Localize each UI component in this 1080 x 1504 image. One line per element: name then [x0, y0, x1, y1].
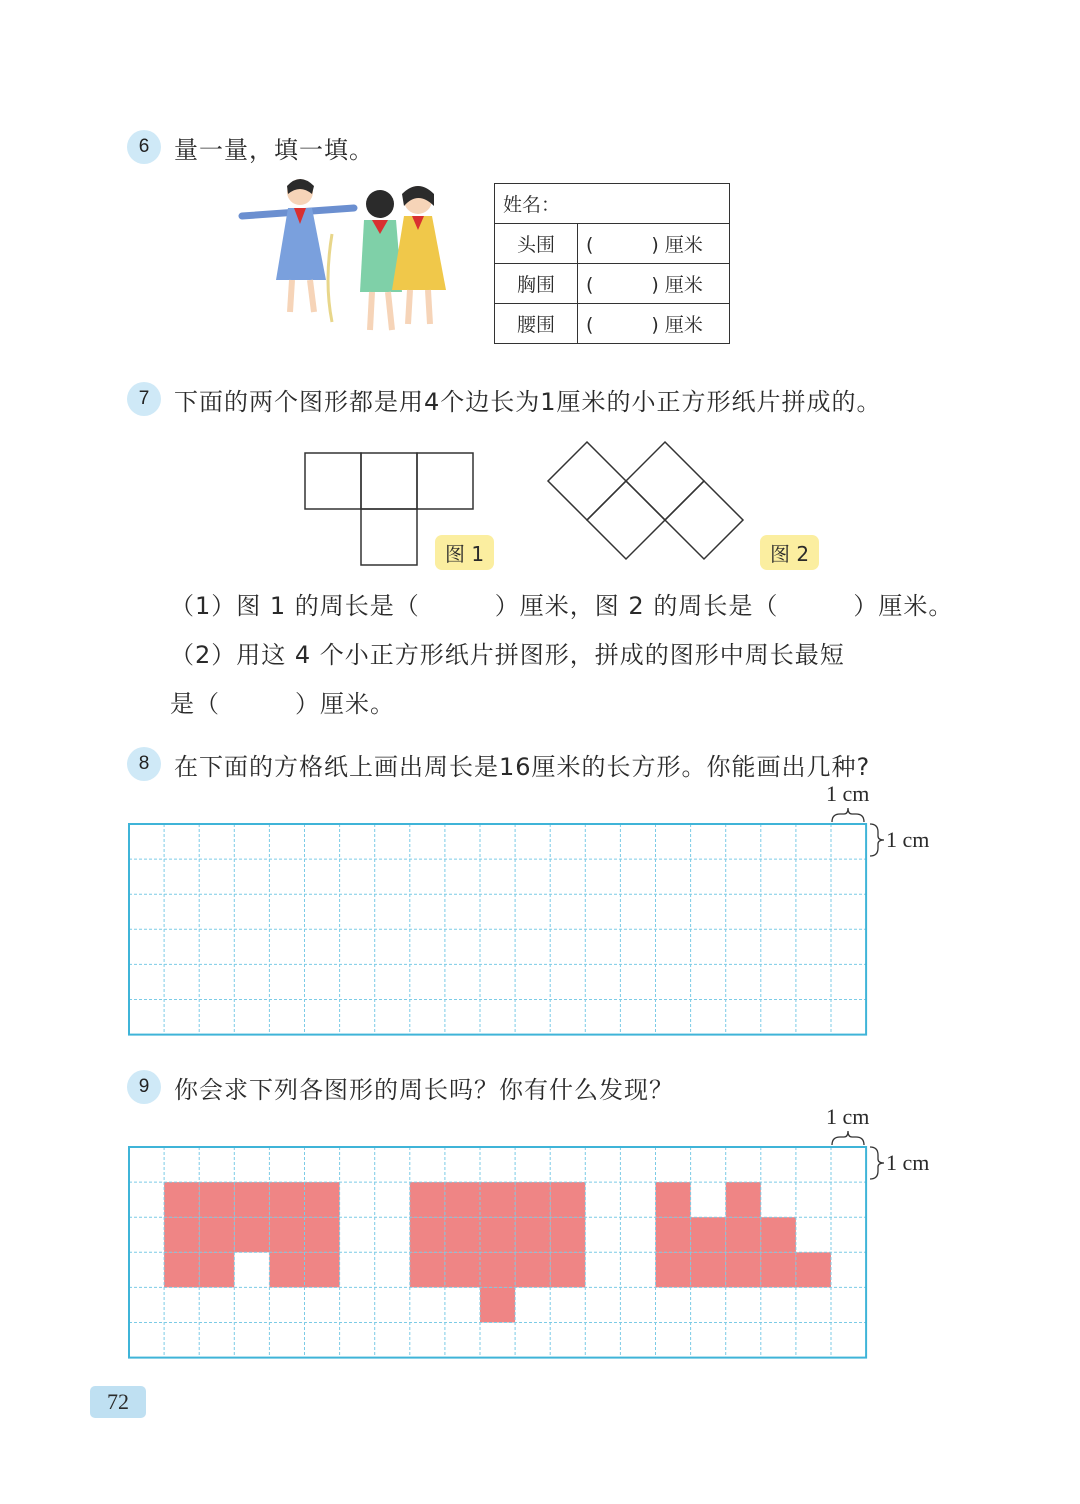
- shaded-square: [761, 1217, 796, 1252]
- shaded-square: [199, 1252, 234, 1287]
- shaded-square: [726, 1217, 761, 1252]
- shaded-square: [305, 1182, 340, 1217]
- children-measuring-illustration: [232, 172, 452, 357]
- grid-unit-label-side: 1 cm: [886, 827, 930, 852]
- shaded-square: [480, 1252, 515, 1287]
- measurement-table: [494, 183, 730, 344]
- question-number-6: 6: [127, 130, 161, 164]
- answer-cell-head[interactable]: ( ) 厘米: [578, 224, 730, 264]
- shaded-square: [550, 1252, 585, 1287]
- answer-cell-waist[interactable]: ( ) 厘米: [578, 304, 730, 344]
- shaded-square: [656, 1182, 691, 1217]
- shaded-square: [480, 1182, 515, 1217]
- shaded-square: [761, 1252, 796, 1287]
- shaded-square: [199, 1182, 234, 1217]
- shaded-square: [796, 1252, 831, 1287]
- shaded-square: [199, 1217, 234, 1252]
- row-label-chest: 胸围: [495, 264, 578, 304]
- shaded-square: [726, 1182, 761, 1217]
- shaded-square: [550, 1182, 585, 1217]
- q7-part-1: （1）图 1 的周长是（ ）厘米，图 2 的周长是（ ）厘米。: [170, 592, 954, 620]
- grid-unit-label-side: 1 cm: [886, 1150, 930, 1175]
- question-9-text: 你会求下列各图形的周长吗？你有什么发现？: [174, 1076, 674, 1104]
- question-6-text: 量一量，填一填。: [174, 136, 374, 164]
- shaded-square: [305, 1252, 340, 1287]
- row-label-head: 头围: [495, 224, 578, 264]
- shaded-square: [445, 1217, 480, 1252]
- shaded-square: [269, 1252, 304, 1287]
- shaded-square: [726, 1252, 761, 1287]
- question-number-8: 8: [127, 747, 161, 781]
- shaded-square: [480, 1217, 515, 1252]
- q7-part-2: （2）用这 4 个小正方形纸片拼图形，拼成的图形中周长最短: [170, 641, 845, 669]
- figure-1-label: 图 1: [435, 535, 494, 570]
- shapes-grid: [128, 1146, 868, 1360]
- shaded-square: [269, 1182, 304, 1217]
- shaded-square: [691, 1252, 726, 1287]
- shaded-square: [269, 1217, 304, 1252]
- question-7-text: 下面的两个图形都是用4个边长为1厘米的小正方形纸片拼成的。: [174, 388, 882, 416]
- answer-cell-chest[interactable]: ( ) 厘米: [578, 264, 730, 304]
- shaded-square: [410, 1217, 445, 1252]
- shaded-square: [234, 1182, 269, 1217]
- shaded-square: [234, 1217, 269, 1252]
- shaded-square: [445, 1252, 480, 1287]
- shaded-square: [656, 1217, 691, 1252]
- figure-2-label: 图 2: [760, 535, 819, 570]
- grid-unit-label-top: 1 cm: [826, 781, 870, 806]
- shaded-square: [445, 1182, 480, 1217]
- shaded-square: [410, 1252, 445, 1287]
- row-label-waist: 腰围: [495, 304, 578, 344]
- q7-part-2-continued: 是（ ）厘米。: [170, 690, 395, 718]
- shaded-square: [691, 1217, 726, 1252]
- shaded-square: [164, 1217, 199, 1252]
- figures-1-and-2: [300, 440, 760, 570]
- shaded-square: [515, 1217, 550, 1252]
- shaded-square: [410, 1182, 445, 1217]
- name-field[interactable]: 姓名：: [495, 184, 730, 224]
- shaded-square: [164, 1182, 199, 1217]
- shaded-square: [656, 1252, 691, 1287]
- shaded-square: [480, 1287, 515, 1322]
- question-8-text: 在下面的方格纸上画出周长是16厘米的长方形。你能画出几种?: [174, 753, 871, 781]
- drawing-grid[interactable]: [128, 823, 868, 1037]
- question-number-7: 7: [127, 382, 161, 416]
- figure-2-diamond-shape: [548, 442, 743, 559]
- shaded-square: [164, 1252, 199, 1287]
- shaded-square: [305, 1217, 340, 1252]
- question-number-9: 9: [127, 1070, 161, 1104]
- shaded-square: [550, 1217, 585, 1252]
- grid-unit-label-top: 1 cm: [826, 1104, 870, 1129]
- page-number: 72: [90, 1386, 146, 1418]
- shaded-square: [515, 1182, 550, 1217]
- shaded-square: [515, 1252, 550, 1287]
